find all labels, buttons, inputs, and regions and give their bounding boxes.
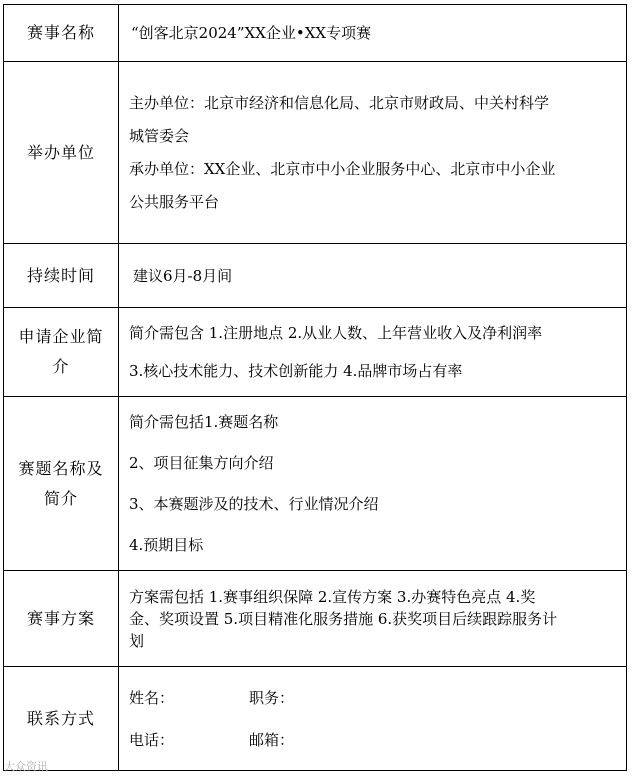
label-contact: 联系方式 — [4, 667, 119, 771]
label-company-intro — [4, 308, 119, 397]
co-organizer-line: 承办单位：XX企业、北京市中小企业服务中心、北京市中小企业 — [129, 159, 556, 178]
row-plan — [4, 571, 627, 667]
plan-value — [119, 571, 627, 667]
label-topic — [4, 397, 119, 571]
organizers-value — [119, 62, 627, 244]
topic-line: 2、项目征集方向介绍 — [129, 453, 274, 472]
label-duration: 持续时间 — [4, 244, 119, 308]
label-line: 简介 — [43, 488, 78, 508]
event-name-value — [119, 5, 627, 62]
co-organizer-line: 公共服务平台 — [129, 192, 220, 211]
intro-line: 简介需包含 1.注册地点 2.从业人数、上年营业收入及净利润率 — [129, 324, 543, 342]
contact-line — [129, 677, 626, 719]
name-label: 姓名： — [129, 688, 175, 707]
label-line: 介 — [52, 357, 70, 376]
intro-line: 3.核心技术能力、技术创新能力 4.品牌市场占有率 — [129, 362, 463, 380]
organizer-line: 城管委会 — [129, 126, 190, 145]
organizer-line: 主办单位：北京市经济和信息化局、北京市财政局、中关村科学 — [129, 93, 550, 112]
label-line: 申请企业简 — [18, 327, 104, 346]
contact-value — [119, 667, 627, 771]
phone-label: 电话： — [129, 730, 175, 749]
event-name-text: “创客北京2024”XX企业•XX专项赛 — [131, 24, 372, 42]
topic-line: 3、本赛题涉及的技术、行业情况介绍 — [129, 494, 379, 513]
contact-line — [129, 719, 626, 761]
duration-text: 建议6月-8月间 — [133, 266, 233, 285]
row-duration — [4, 244, 627, 308]
position-label: 职务： — [249, 688, 295, 707]
label-organizers: 举办单位 — [4, 62, 119, 244]
email-label: 邮箱： — [249, 730, 295, 749]
label-plan: 赛事方案 — [4, 571, 119, 667]
row-contact — [4, 667, 627, 771]
topic-line: 简介需包括1.赛题名称 — [129, 412, 279, 431]
row-organizers — [4, 62, 627, 244]
company-intro-value — [119, 308, 627, 397]
label-event-name: 赛事名称 — [4, 5, 119, 62]
application-form-table — [3, 4, 627, 771]
label-line: 赛题名称及 — [18, 458, 104, 478]
row-event-name — [4, 5, 627, 62]
topic-line: 4.预期目标 — [129, 535, 204, 554]
topic-value — [119, 397, 627, 571]
plan-line: 方案需包括 1.赛事组织保障 2.宣传方案 3.办赛特色亮点 4.奖 — [129, 587, 536, 606]
row-topic — [4, 397, 627, 571]
watermark: 大众资讯 — [4, 760, 48, 773]
plan-line: 划 — [129, 631, 145, 650]
duration-value — [119, 244, 627, 308]
row-company-intro — [4, 308, 627, 397]
plan-line: 金、奖项设置 5.项目精准化服务措施 6.获奖项目后续跟踪服务计 — [129, 609, 558, 628]
